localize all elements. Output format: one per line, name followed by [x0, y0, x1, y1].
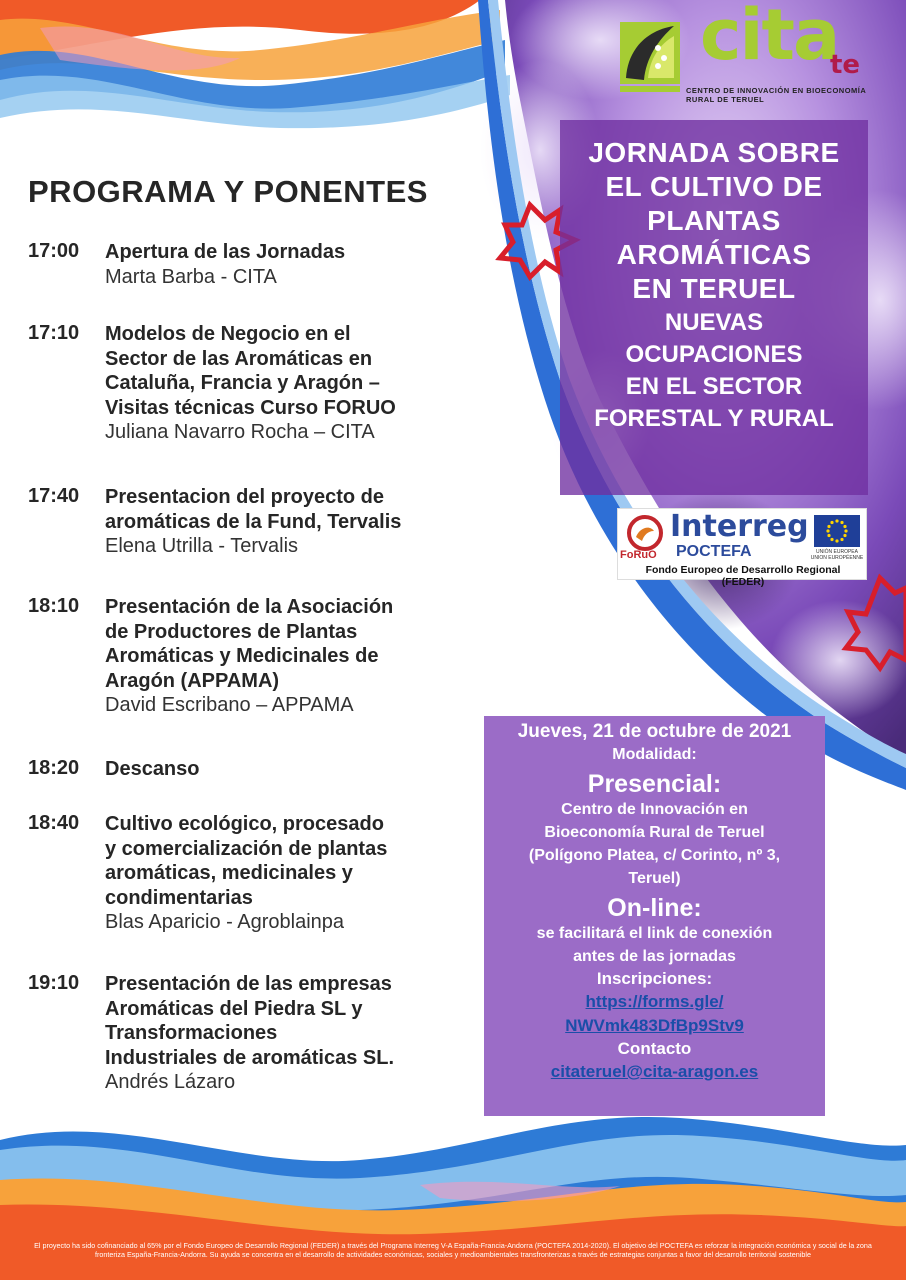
registration-link-line-2[interactable]: NWVmk483DfBp9Stv9	[565, 1016, 744, 1035]
event-subtitle-line: NUEVAS	[664, 309, 764, 336]
event-subtitle-line: FORESTAL Y RURAL	[594, 405, 834, 432]
program-item-time: 18:20	[28, 757, 80, 779]
venue-line: Teruel)	[628, 870, 681, 887]
feder-label: Fondo Europeo de Desarrollo Regional (FEDER)	[645, 564, 841, 588]
venue-line: Centro de Innovación en	[561, 801, 748, 818]
eu-label: UNIÓN EUROPEA UNION EUROPÉENNE	[810, 549, 864, 561]
program-item-talk: Presentación de las empresas Aromáticas del Piedra SL y Transformaciones Industriales de aromáticas SL.	[105, 973, 394, 1069]
program-item-speaker: David Escribano – APPAMA	[105, 694, 354, 716]
program-item-time: 18:40	[28, 812, 80, 834]
cita-subtitle: CENTRO DE INNOVACIÓN EN BIOECONOMÍA RURAL DE TERUEL	[686, 86, 867, 104]
program-item-speaker: Blas Aparicio - Agroblainpa	[105, 911, 345, 933]
registration-label: Inscripciones:	[596, 969, 713, 988]
interreg-label: Interreg	[670, 509, 809, 544]
program-item-time: 17:00	[28, 240, 80, 262]
event-subtitle-line: EN EL SECTOR	[625, 373, 803, 400]
program-item-time: 17:10	[28, 322, 80, 344]
program-item-time: 17:40	[28, 485, 80, 507]
event-subtitle-line: OCUPACIONES	[625, 341, 803, 368]
event-title-main	[560, 136, 868, 306]
program-item-talk: Presentación de la Asociación de Productores de Plantas Aromáticas y Medicinales de Aragón (APPAMA)	[105, 596, 394, 692]
event-title-line: AROMÁTICAS	[616, 239, 812, 270]
eu-flag-icon	[814, 515, 860, 547]
event-title-line: JORNADA SOBRE	[588, 137, 840, 168]
program-item-talk: Modelos de Negocio en el Sector de las Aromáticas en Cataluña, Francia y Aragón – Visitas técnicas Curso FORUO	[105, 323, 396, 419]
cita-wordmark: cita	[700, 0, 839, 76]
presencial-label: Presencial:	[587, 770, 722, 798]
registration-link-line-1[interactable]: https://forms.gle/	[585, 992, 724, 1011]
program-item-speaker: Andrés Lázaro	[105, 1071, 236, 1093]
event-title-box	[560, 120, 868, 495]
program-item-speaker: Marta Barba - CITA	[105, 265, 277, 288]
cita-suffix: te	[830, 50, 861, 80]
event-title-line: EL CULTIVO DE	[605, 171, 823, 202]
program-item-talk: Cultivo ecológico, procesado y comercialización de plantas aromáticas, medicinales y condimentarias	[105, 813, 388, 909]
program-item-speaker: Elena Utrilla - Tervalis	[105, 535, 299, 557]
footer-funding-note: El proyecto ha sido cofinanciado al 65% por el Fondo Europeo de Desarrollo Regional (FEDER) a través del Programa Interreg V-A España-Francia-Andorra (POCTEFA 2014-2020). El objetivo del POCTEFA es reforzar la integración económica y social de la zona fronteriza España-Francia-Andorra. Su ayuda se concentra en el desarrollo de actividades económicas, sociales y medioambientales transfronterizas a través de estrategias conjuntas a favor del desarrollo territorial sostenible	[34, 1241, 872, 1259]
partner-logos	[617, 508, 867, 588]
program-heading: PROGRAMA Y PONENTES	[28, 174, 428, 209]
program-item-talk: Descanso	[105, 758, 200, 780]
event-title-line: EN TERUEL	[632, 273, 796, 304]
contact-email-link[interactable]: citateruel@cita-aragon.es	[550, 1062, 759, 1081]
foruo-label: FoRuO	[620, 549, 657, 561]
poctefa-label: POCTEFA	[676, 543, 752, 560]
contact-label: Contacto	[617, 1039, 692, 1058]
cita-emblem-icon	[618, 18, 682, 98]
cita-logo	[618, 0, 878, 114]
program-item-time: 19:10	[28, 972, 80, 994]
program-item-talk: Apertura de las Jornadas	[105, 241, 346, 263]
program-item-time: 18:10	[28, 595, 80, 617]
event-title-line: PLANTAS	[647, 205, 781, 236]
venue-line: (Polígono Platea, c/ Corinto, nº 3,	[528, 847, 781, 864]
event-date: Jueves, 21 de octubre de 2021	[517, 721, 792, 742]
event-title-sub	[560, 308, 868, 434]
program-item-speaker: Juliana Navarro Rocha – CITA	[105, 421, 375, 443]
online-line: se facilitará el link de conexión	[536, 925, 773, 942]
online-label: On-line:	[607, 894, 702, 922]
program-item-talk: Presentacion del proyecto de aromáticas de la Fund, Tervalis	[105, 486, 402, 533]
venue-line: Bioeconomía Rural de Teruel	[544, 824, 765, 841]
modality-label: Modalidad:	[612, 746, 697, 763]
online-line: antes de las jornadas	[573, 948, 736, 965]
event-info-box	[484, 716, 825, 1116]
